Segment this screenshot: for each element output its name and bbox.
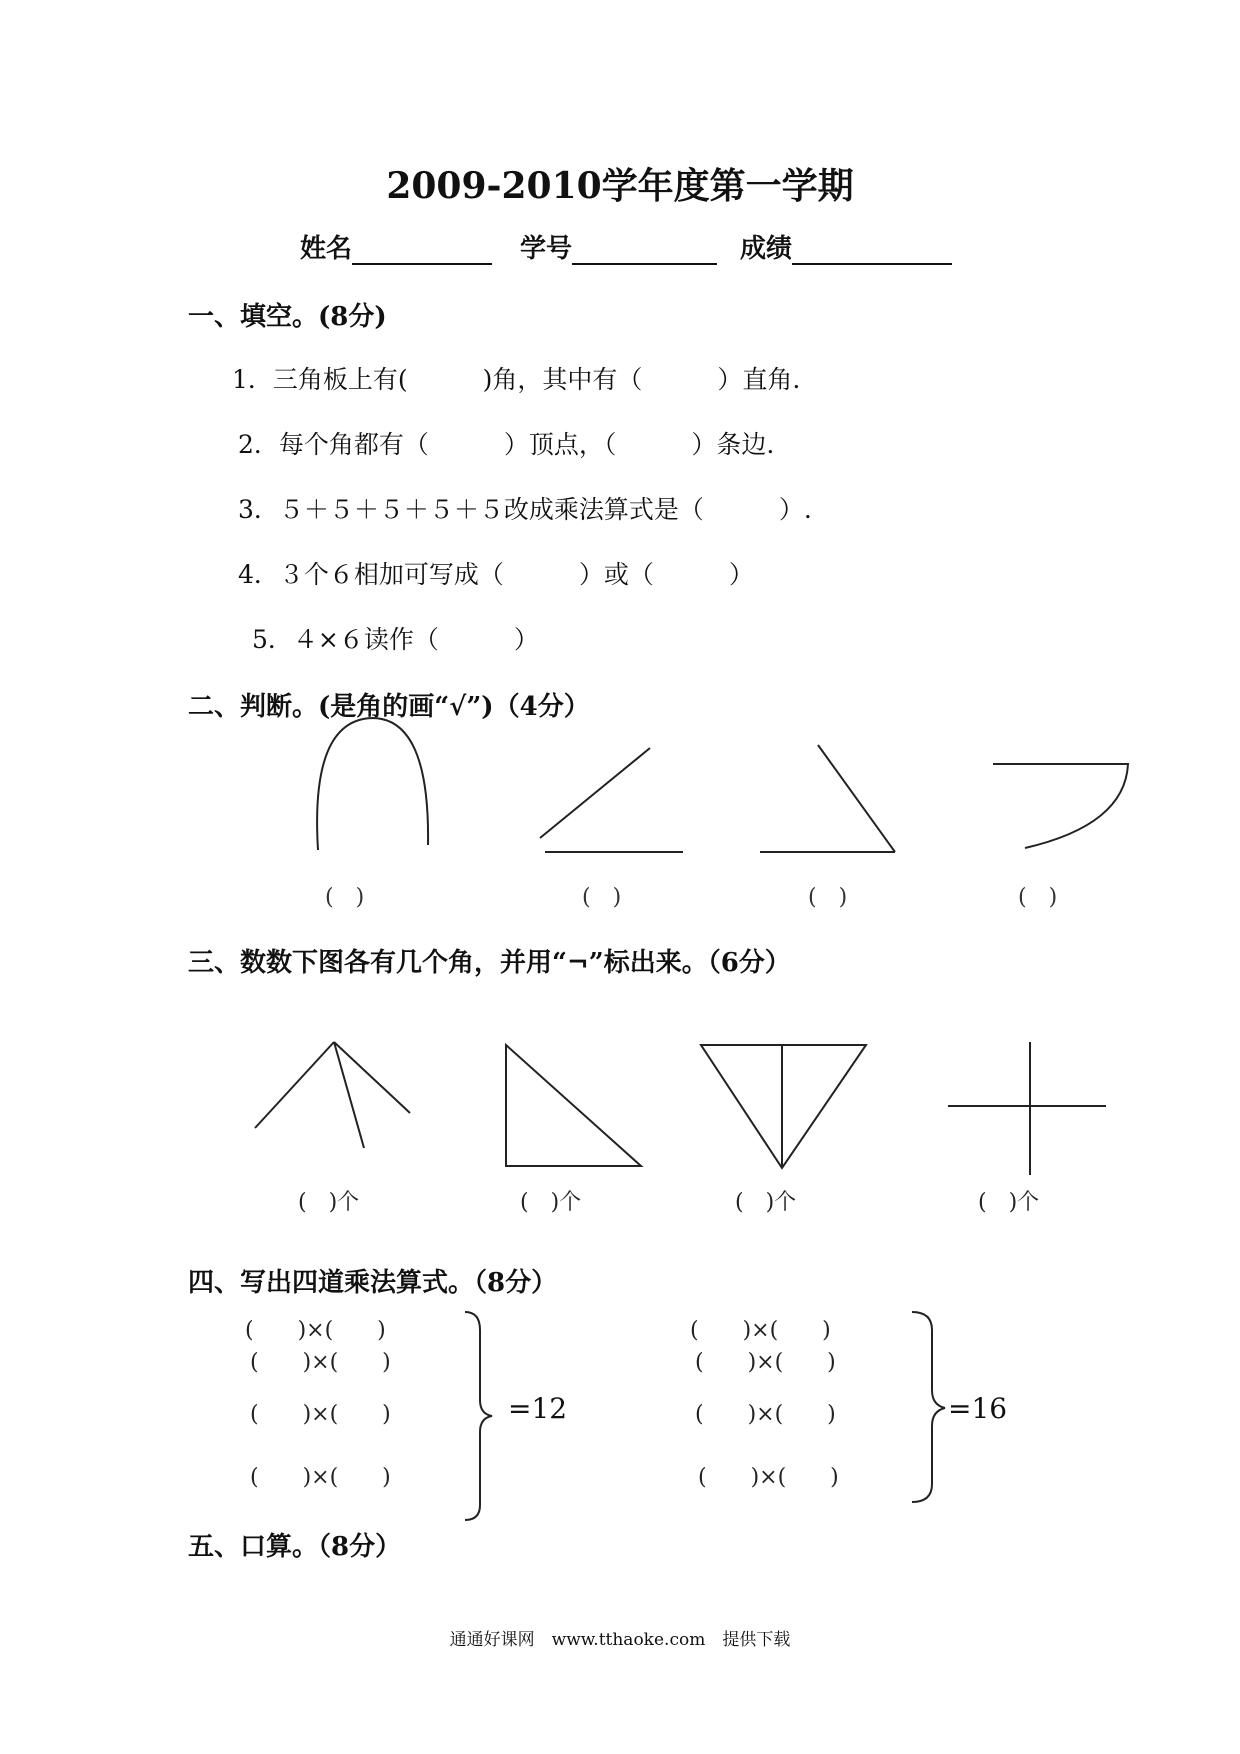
angle-figure-2 [540,748,683,852]
left-product-1[interactable]: ( )×( ) [245,1318,386,1343]
left-result: =12 [508,1392,568,1425]
count-figure-4 [948,1042,1106,1175]
section1-heading: 一、填空。(8分) [188,302,387,332]
curved-figure [993,764,1128,848]
section2-heading: 二、判断。(是角的画“√”)（4分） [188,692,590,722]
brace-right [912,1312,945,1502]
judge-paren-3[interactable]: ( ) [808,885,848,910]
count-figure-2 [506,1045,641,1166]
left-product-3[interactable]: ( )×( ) [250,1402,391,1427]
question-3: 3．５＋５＋５＋５＋５改成乘法算式是（ ）. [238,495,812,524]
section5-heading: 五、口算。（8分） [188,1532,402,1562]
angle-count-4[interactable]: ( )个 [978,1190,1040,1215]
right-product-2[interactable]: ( )×( ) [695,1350,836,1375]
angle-count-1[interactable]: ( )个 [298,1190,360,1215]
score-label: 成绩 [740,234,793,264]
count-figure-1 [255,1042,410,1148]
section4-heading: 四、写出四道乘法算式。（8分） [188,1268,558,1298]
question-4: 4．３个６相加可写成（ ）或（ ） [238,560,754,589]
right-product-3[interactable]: ( )×( ) [695,1402,836,1427]
angle-count-3[interactable]: ( )个 [735,1190,797,1215]
section3-heading: 三、数数下图各有几个角，并用“¬”标出来。（6分） [188,948,791,978]
count-figure-3 [701,1045,866,1168]
question-2: 2．每个角都有（ ）顶点，（ ）条边. [238,430,775,459]
name-label: 姓名 [300,234,353,264]
angle-count-2[interactable]: ( )个 [520,1190,582,1215]
question-1: 1．三角板上有( )角，其中有（ ）直角. [232,365,801,394]
right-product-1[interactable]: ( )×( ) [690,1318,831,1343]
judge-paren-1[interactable]: ( ) [325,885,365,910]
left-product-4[interactable]: ( )×( ) [250,1465,391,1490]
arch-figure [317,718,428,850]
footer-source: 通通好课网 www.tthaoke.com 提供下载 [449,1630,791,1650]
student-id-label: 学号 [520,234,573,264]
brace-left [465,1312,492,1520]
judge-paren-4[interactable]: ( ) [1018,885,1058,910]
page-title: 2009-2010学年度第一学期 [386,165,854,207]
left-product-2[interactable]: ( )×( ) [250,1350,391,1375]
question-5: 5．４×６读作（ ） [252,625,539,654]
angle-figure-3 [760,745,895,852]
right-result: =16 [948,1392,1008,1425]
judge-paren-2[interactable]: ( ) [582,885,622,910]
right-product-4[interactable]: ( )×( ) [698,1465,839,1490]
